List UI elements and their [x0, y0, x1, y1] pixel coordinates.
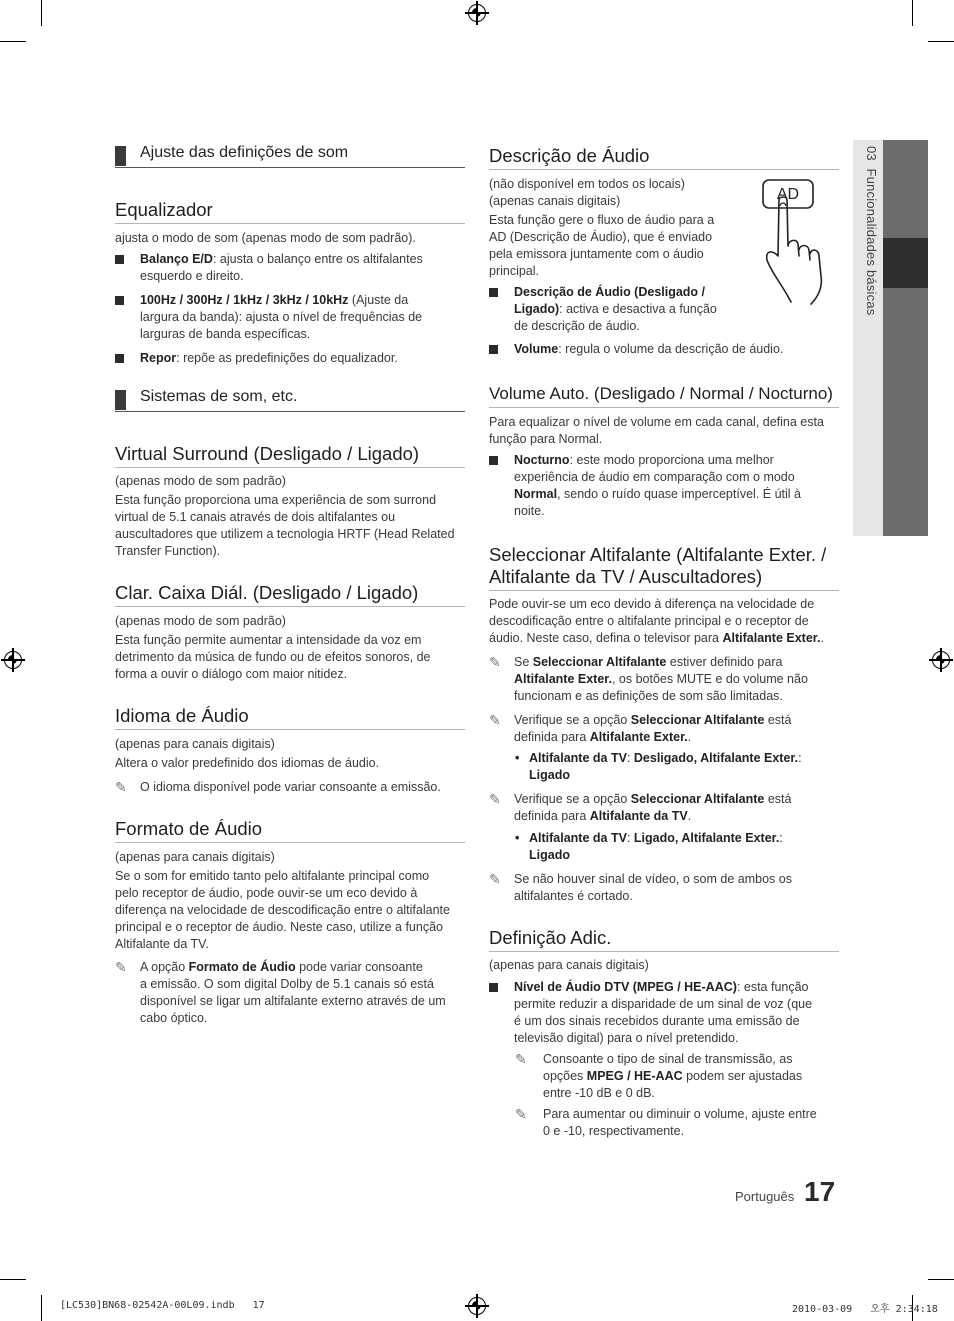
page-number: 17 — [804, 1176, 836, 1207]
section-title-dialog-clarity: Clar. Caixa Diál. (Desligado / Ligado) — [115, 582, 465, 607]
paragraph: Para equalizar o nível de volume em cada canal, defina esta função para Normal. — [489, 415, 824, 446]
section-title-audio-language: Idioma de Áudio — [115, 705, 465, 730]
paragraph: ajusta o modo de som (apenas modo de som padrão). — [115, 231, 416, 245]
bullet-dot-icon: • — [515, 751, 520, 765]
note-item: ✎ Se não houver sinal de vídeo, o som de ambos os altifalantes é cortado. — [489, 871, 792, 903]
registration-mark-icon — [932, 651, 950, 669]
section-title-virtual-surround: Virtual Surround (Desligado / Ligado) — [115, 443, 465, 468]
footer-language: Português — [735, 1189, 795, 1204]
section-title-audio-description: Descrição de Áudio — [489, 145, 839, 170]
paragraph: (não disponível em todos os locais) (apenas canais digitais) Esta função gere o fluxo de áudio para a AD (Descrição de Áudio), que é enviado pela emissora juntamente com o áudio principal. — [489, 177, 715, 278]
section-title-audio-format: Formato de Áudio — [115, 818, 465, 843]
subheading-text: Ajuste das definições de som — [140, 144, 349, 161]
note-pencil-icon: ✎ — [489, 791, 501, 807]
bullet-square-icon — [489, 288, 498, 297]
section-title-select-speaker: Seleccionar Altifalante (Altifalante Exter. / Altifalante da TV / Auscultadores) — [489, 544, 839, 591]
note-item: ✎ Para aumentar ou diminuir o volume, ajuste entre 0 e -10, respectivamente. — [515, 1106, 817, 1138]
ad-key-label: AD — [776, 186, 800, 203]
crop-mark — [0, 41, 26, 42]
side-tab-label — [857, 146, 879, 526]
bullet-square-icon — [489, 345, 498, 354]
bullet-square-icon — [115, 354, 124, 363]
footer-print-date: 2010-03-09 오후 2:34:18 — [792, 1304, 938, 1315]
note-item: ✎ Verifique se a opção Seleccionar Altifalante está definida para Altifalante da TV. — [489, 791, 792, 823]
subheading-text: Sistemas de som, etc. — [140, 388, 298, 405]
bullet-item: Nocturno: este modo proporciona uma melhor experiência de áudio em comparação com o modo Normal, sendo o ruído quase imperceptível. É útil à noite. — [489, 452, 839, 520]
note-pencil-icon: ✎ — [515, 1051, 527, 1067]
subheading-bar — [115, 146, 126, 166]
crop-mark — [912, 0, 913, 26]
footer-file-info: [LC530]BN68-02542A-00L09.indb 17 — [60, 1300, 265, 1311]
note-pencil-icon: ✎ — [489, 712, 501, 728]
registration-mark-icon — [468, 1297, 486, 1315]
bullet-item: Nível de Áudio DTV (MPEG / HE-AAC): esta função permite reduzir a disparidade de um sinal de voz (que é um dos sinais recebidos durante uma emissão de televisão digital) para o nível pretendido. — [489, 979, 839, 1047]
note-pencil-icon: ✎ — [489, 654, 501, 670]
chapter-title: Funcionalidades básicas — [864, 168, 879, 316]
paragraph: (apenas modo de som padrão) Esta função proporciona uma experiência de som surrond virtual de 5.1 canais através de dois altifalantes ou auscultadores que utilizem a tecnologia HRTF (Head Related Transfer Function). — [115, 474, 455, 558]
paragraph: (apenas para canais digitais) Altera o valor predefinido dos idiomas de áudio. — [115, 737, 380, 770]
crop-mark — [41, 1295, 42, 1321]
paragraph: (apenas para canais digitais) Se o som for emitido tanto pelo altifalante principal como pelo receptor de áudio, pode ouvir-se um eco devido à diferença na velocidade de descodificação entre o altifalante principal e o receptor de áudio. Neste caso, utilize a função Altifalante da TV. — [115, 850, 450, 951]
paragraph: (apenas para canais digitais) — [489, 958, 649, 972]
bullet-dot-icon: • — [515, 831, 520, 845]
side-tab-band — [883, 140, 928, 536]
note-item: ✎ O idioma disponível pode variar consoante a emissão. — [115, 779, 441, 795]
chapter-number: 03 — [864, 146, 879, 161]
subheading-sound-systems — [115, 388, 465, 412]
section-title-auto-volume: Volume Auto. (Desligado / Normal / Nocturno) — [489, 383, 839, 408]
crop-mark — [41, 0, 42, 26]
subheading-sound-settings — [115, 144, 465, 168]
note-item: ✎ Se Seleccionar Altifalante estiver definido para Altifalante Exter., os botões MUTE e do volume não funcionam e as definições de som são limitadas. — [489, 654, 808, 703]
crop-mark — [0, 1279, 26, 1280]
registration-mark-icon — [4, 651, 22, 669]
side-tab-marker — [883, 238, 928, 288]
sub-bullet-item: • Altifalante da TV: Desligado, Altifalante Exter.: Ligado — [515, 751, 802, 782]
bullet-square-icon — [115, 296, 124, 305]
bullet-square-icon — [115, 255, 124, 264]
bullet-item: 100Hz / 300Hz / 1kHz / 3kHz / 10kHz (Ajuste da largura da banda): ajusta o nível de frequências de larguras de banda específicas. — [115, 292, 465, 343]
bullet-item: Descrição de Áudio (Desligado / Ligado): activa e desactiva a função de descrição de áudio. — [489, 284, 839, 335]
note-pencil-icon: ✎ — [515, 1106, 527, 1122]
note-pencil-icon: ✎ — [115, 959, 127, 975]
note-item: ✎ A opção Formato de Áudio pode variar consoante a emissão. O som digital Dolby de 5.1 canais só está disponível se ligar um altifalante externo através de um cabo óptico. — [115, 959, 446, 1025]
subheading-bar — [115, 390, 126, 410]
paragraph: (apenas modo de som padrão) Esta função permite aumentar a intensidade da voz em detrimento da música de fundo ou de efeitos sonoros, de forma a ouvir o diálogo com maior nitidez. — [115, 614, 431, 681]
section-title-equalizer: Equalizador — [115, 199, 465, 224]
note-item: ✎ Verifique se a opção Seleccionar Altifalante está definida para Altifalante Exter.. — [489, 712, 792, 744]
crop-mark — [928, 1279, 954, 1280]
paragraph: Pode ouvir-se um eco devido à diferença na velocidade de descodificação entre o altifalante principal e o receptor de áudio. Neste caso, defina o televisor para Altifalante Exter.. — [489, 597, 824, 645]
note-pencil-icon: ✎ — [489, 871, 501, 887]
bullet-square-icon — [489, 983, 498, 992]
section-title-additional-setup: Definição Adic. — [489, 927, 839, 952]
bullet-item: Volume: regula o volume da descrição de áudio. — [489, 341, 839, 358]
registration-mark-icon — [468, 4, 486, 22]
note-item: ✎ Consoante o tipo de sinal de transmissão, as opções MPEG / HE-AAC podem ser ajustadas entre -10 dB e 0 dB. — [515, 1051, 803, 1100]
sub-bullet-item: • Altifalante da TV: Ligado, Altifalante Exter.: Ligado — [515, 831, 783, 862]
bullet-item: Repor: repõe as predefinições do equalizador. — [115, 350, 465, 367]
note-pencil-icon: ✎ — [115, 779, 127, 795]
bullet-item: Balanço E/D: ajusta o balanço entre os altifalantes esquerdo e direito. — [115, 251, 465, 285]
crop-mark — [928, 41, 954, 42]
bullet-square-icon — [489, 456, 498, 465]
